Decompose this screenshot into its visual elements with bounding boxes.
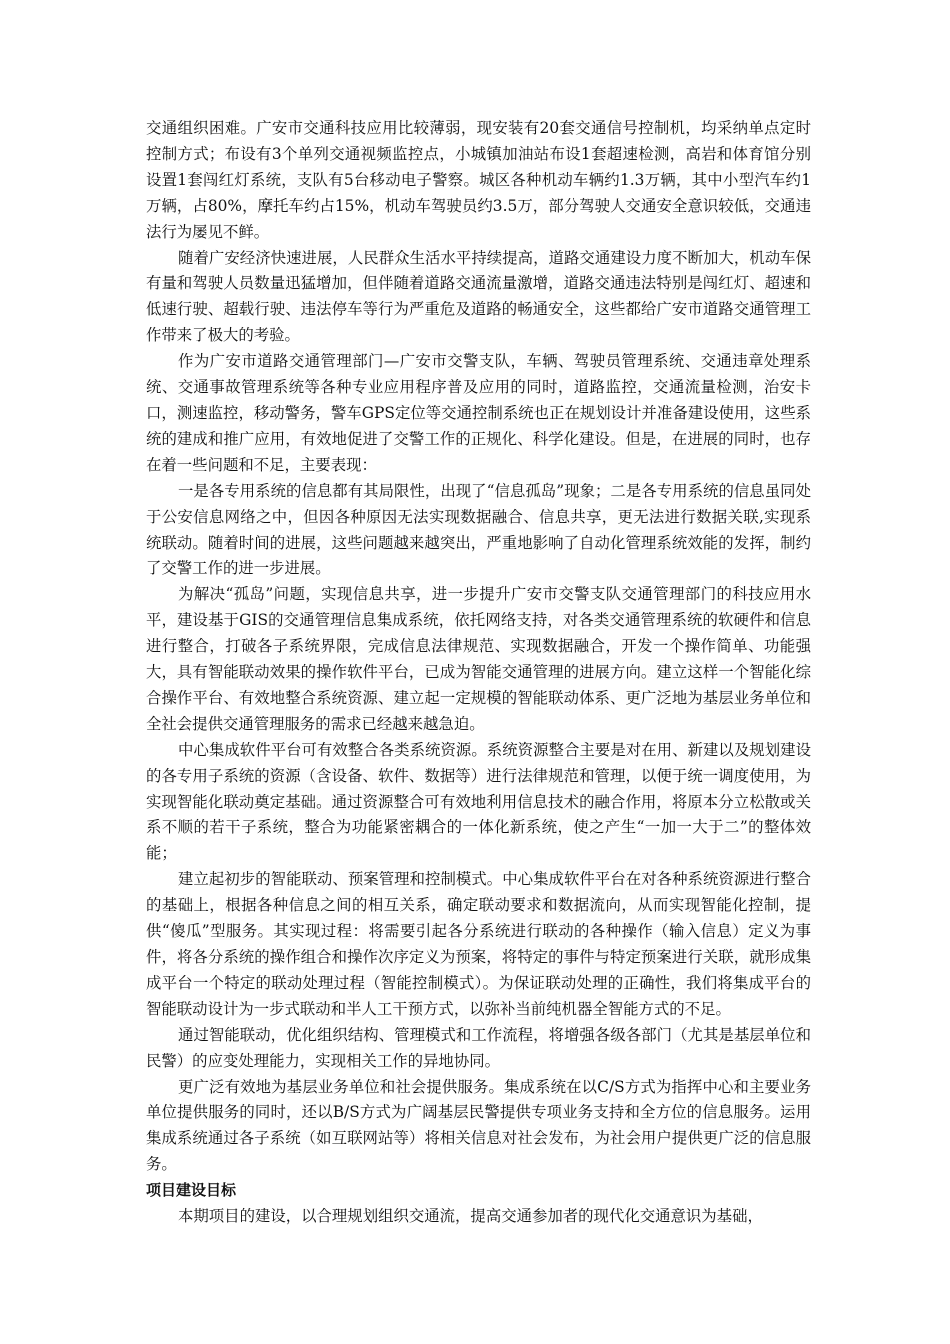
paragraph-traffic-police-systems: 作为广安市道路交通管理部门—广安市交警支队，车辆、驾驶员管理系统、交通违章处理系统、交通事故管理系统等各种专业应用程序普及应用的同时，道路监控，交通流量检测，治安卡口，测速监控，移动警务，警车GPS定位等交通控制系统也正在规划设计并准备建设使用，这些系统的建成和推广应用，有效地促进了交警工作的正规化、科学化建设。但是，在进展的同时，也存在着一些问题和不足，主要表现： — [146, 352, 811, 474]
paragraph-continuation: 交通组织困难。广安市交通科技应用比较薄弱，现安装有20套交通信号控制机，均采纳单点定时控制方式；布设有3个单列交通视频监控点，小城镇加油站布设1套超速检测，高岩和体育馆分别设置1套闯红灯系统，支队有5台移动电子警察。城区各种机动车辆约1.3万辆，其中小型汽车约1万辆，占80%，摩托车约占15%，机动车驾驶员约3.5万，部分驾驶人交通安全意识较低，交通违法行为屡见不鲜。 — [146, 119, 811, 241]
paragraph-development-challenges: 随着广安经济快速进展，人民群众生活水平持续提高，道路交通建设力度不断加大，机动车保有量和驾驶人员数量迅猛增加，但伴随着道路交通流量激增，道路交通违法特别是闯红灯、超速和低速行驶、超载行驶、违法停车等行为严重危及道路的畅通安全，这些都给广安市道路交通管理工作带来了极大的考验。 — [146, 248, 811, 345]
paragraph-information-island-problem: 一是各专用系统的信息都有其局限性，出现了“信息孤岛”现象；二是各专用系统的信息虽同处于公安信息网络之中，但因各种原因无法实现数据融合、信息共享，更无法进行数据关联,实现系统联动。随着时间的进展，这些问题越来越突出，严重地影响了自动化管理系统效能的发挥，制约了交警工作的进一步进展。 — [146, 481, 811, 578]
paragraph-resource-integration: 中心集成软件平台可有效整合各类系统资源。系统资源整合主要是对在用、新建以及规划建设的各专用子系统的资源（含设备、软件、数据等）进行法律规范和管理，以便于统一调度使用，为实现智能化联动奠定基础。通过资源整合可有效地利用信息技术的融合作用，将原本分立松散或关系不顺的若干子系统，整合为功能紧密耦合的一体化新系统，使之产生“一加一大于二”的整体效能； — [146, 740, 811, 863]
paragraph-grassroots-services: 更广泛有效地为基层业务单位和社会提供服务。集成系统在以C/S方式为指挥中心和主要业务单位提供服务的同时，还以B/S方式为广阔基层民警提供专项业务支持和全方位的信息服务。运用集成系统通过各子系统（如互联网站等）将相关信息对社会发布，为社会用户提供更广泛的信息服务。 — [146, 1077, 811, 1174]
section-heading-project-goals: 项目建设目标 — [146, 1181, 237, 1200]
document-page — [146, 116, 811, 1230]
paragraph-gis-integration-solution: 为解决“孤岛”问题，实现信息共享，进一步提升广安市交警支队交通管理部门的科技应用水平，建设基于GIS的交通管理信息集成系统，依托网络支持，对各类交通管理系统的软硬件和信息进行整合，打破各子系统界限，完成信息法律规范、实现数据融合，开发一个操作简单、功能强大，具有智能联动效果的操作软件平台，已成为智能交通管理的进展方向。建立这样一个智能化综合操作平台、有效地整合系统资源、建立起一定规模的智能联动体系、更广泛地为基层业务单位和全社会提供交通管理服务的需求已经越来越急迫。 — [146, 585, 811, 733]
paragraph-organizational-optimization: 通过智能联动，优化组织结构、管理模式和工作流程，将增强各级各部门（尤其是基层单位和民警）的应变处理能力，实现相关工作的异地协同。 — [146, 1025, 811, 1070]
paragraph-intelligent-linkage: 建立起初步的智能联动、预案管理和控制模式。中心集成软件平台在对各种系统资源进行整合的基础上，根据各种信息之间的相互关系，确定联动要求和数据流向，从而实现智能化控制，提供“傻瓜”型服务。其实现过程：将需要引起各分系统进行联动的各种操作（输入信息）定义为事件，将各分系统的操作组合和操作次序定义为预案，将特定的事件与特定预案进行关联，就形成集成平台一个特定的联动处理过程（智能控制模式）。为保证联动处理的正确性，我们将集成平台的智能联动设计为一步式联动和半人工干预方式，以弥补当前纯机器全智能方式的不足。 — [146, 870, 811, 1018]
paragraph-project-goals-intro: 本期项目的建设，以合理规划组织交通流，提高交通参加者的现代化交通意识为基础， — [178, 1207, 763, 1226]
